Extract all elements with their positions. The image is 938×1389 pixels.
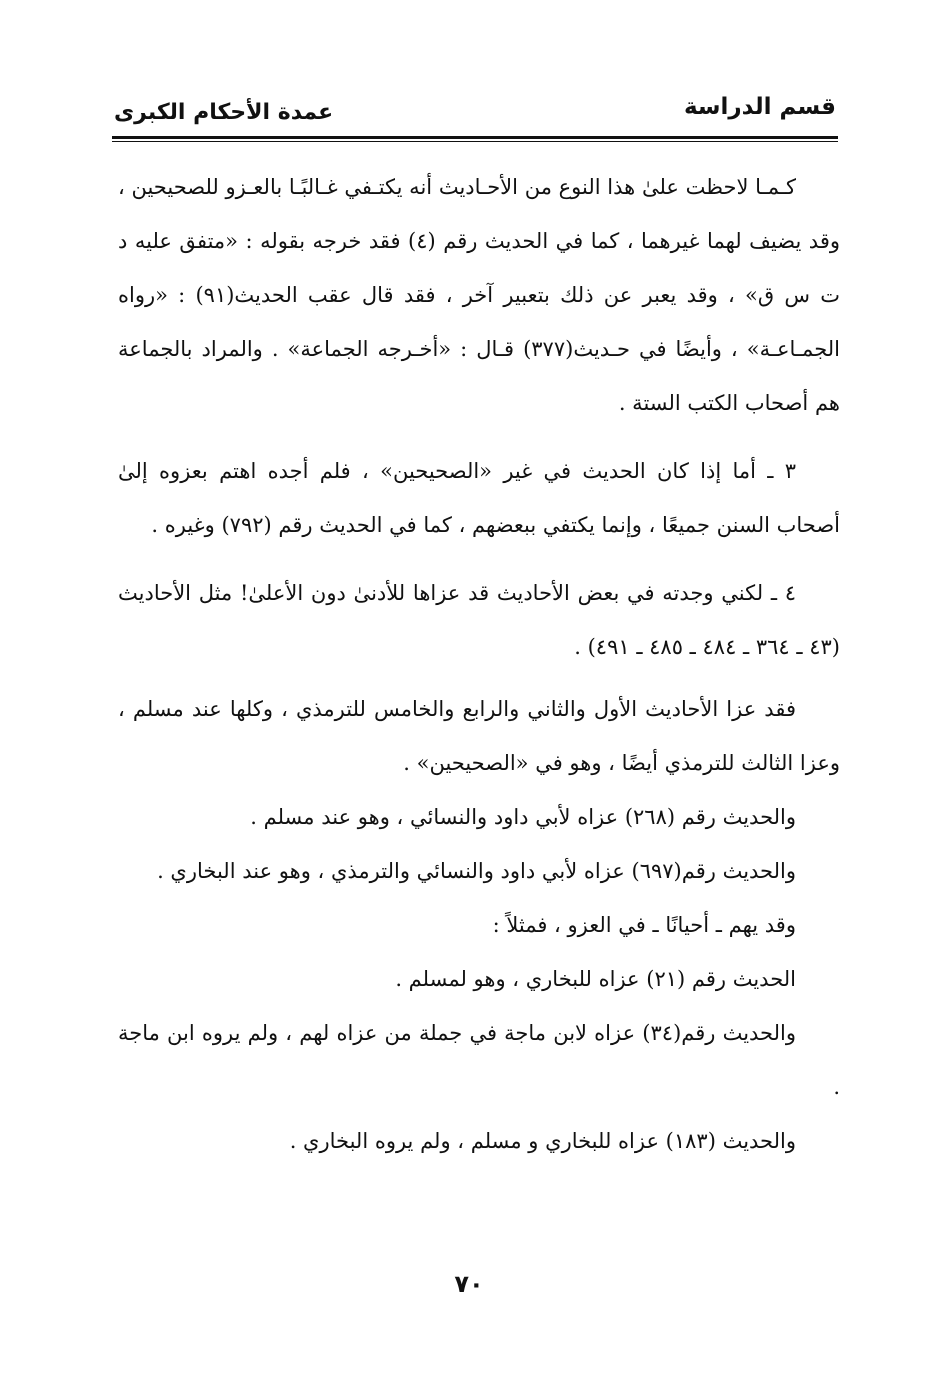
page-number: ٧٠ xyxy=(454,1270,484,1298)
header-rule xyxy=(112,136,838,139)
paragraph-3: ٤ ـ لكني وجدته في بعض الأحاديث قد عزاها للأدنىٰ دون الأعلىٰ! مثل الأحاديث (٤٣ ـ ٣٦٤ ـ ٤٨٤ ـ ٤٨٥ ـ ٤٩١) . xyxy=(118,581,840,659)
book-title: عمدة الأحكام الكبرى xyxy=(114,100,334,125)
paragraph-5: والحديث رقم (٢٦٨) عزاه لأبي داود والنسائي ، وهو عند مسلم . xyxy=(250,805,796,829)
paragraph-9: والحديث رقم(٣٤) عزاه لابن ماجة في جملة من عزاه لهم ، ولم يروه ابن ماجة . xyxy=(118,1021,840,1099)
paragraph-8: الحديث رقم (٢١) عزاه للبخاري ، وهو لمسلم . xyxy=(395,967,796,991)
paragraph-1: كـمـا لاحظت علىٰ هذا النوع من الأحـاديث أنه يكتـفي غـالبًـا بالعـزو للصحيحين ، وقد يضيف لهما غيرهما ، كما في الحديث رقم (٤) فقد خرجه بقوله : «متفق عليه د ت س ق» ، وقد يعبر عن ذلك بتعبير آخر ، فقد قال عقب الحديث(٩١) : «رواه الجمـاعـة» ، وأيضًا في حـديث(٣٧٧) قـال : «أخـرجه الجماعة» . والمراد بالجماعة هم أصحاب الكتب الستة . xyxy=(118,175,840,415)
paragraph-7: وقد يهم ـ أحيانًا ـ في العزو ، فمثلاً : xyxy=(492,913,796,937)
paragraph-2: ٣ ـ أما إذا كان الحديث في غير «الصحيحين» ، فلم أجده اهتم بعزوه إلىٰ أصحاب السنن جميعًا ، وإنما يكتفي ببعضهم ، كما في الحديث رقم (٧٩٢) وغيره . xyxy=(118,459,840,537)
paragraph-4: فقد عزا الأحاديث الأول والثاني والرابع والخامس للترمذي ، وكلها عند مسلم ، وعزا الثالث للترمذي أيضًا ، وهو في «الصحيحين» . xyxy=(118,697,840,775)
section-title: قسم الدراسة xyxy=(683,94,836,120)
body-text xyxy=(118,160,840,1168)
paragraph-6: والحديث رقم(٦٩٧) عزاه لأبي داود والنسائي والترمذي ، وهو عند البخاري . xyxy=(157,859,796,883)
paragraph-10: والحديث (١٨٣) عزاه للبخاري و مسلم ، ولم يروه البخاري . xyxy=(289,1129,796,1153)
header-rule-thin xyxy=(112,141,838,142)
running-header xyxy=(112,88,838,136)
